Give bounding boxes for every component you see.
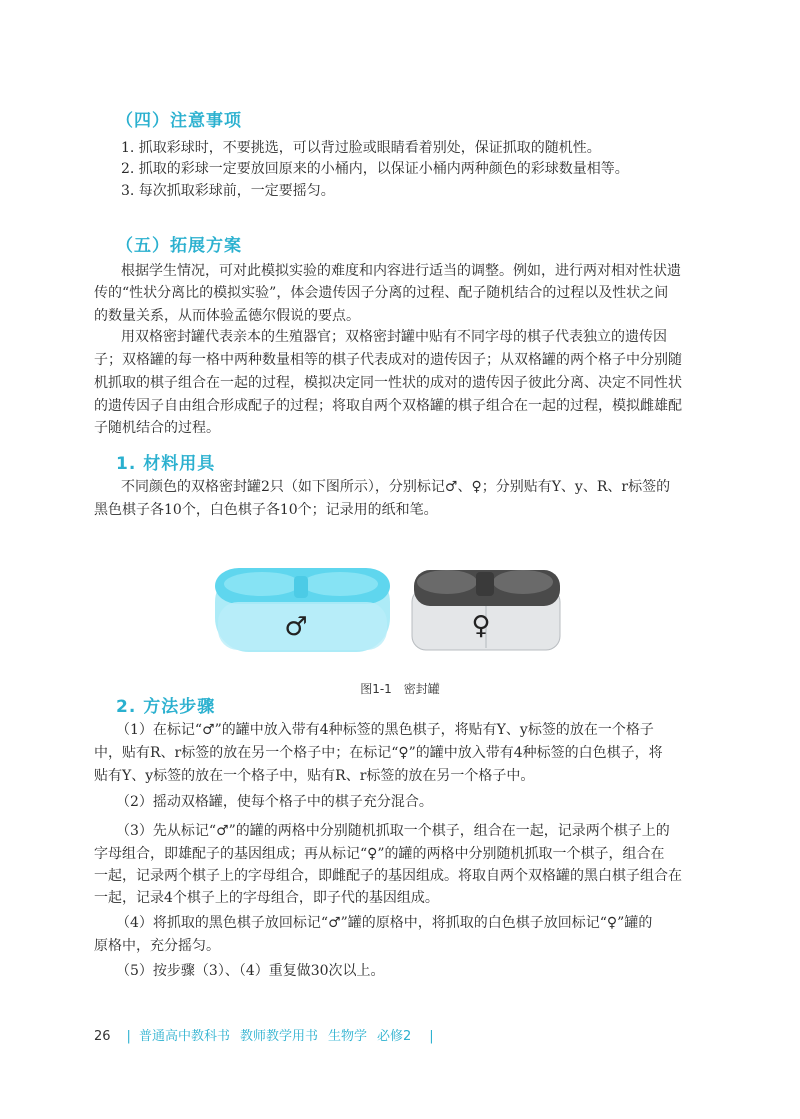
paragraph-line: 子；双格罐的每一格中两种数量相等的棋子代表成对的遗传因子；从双格罐的两个格子中分别随 (94, 352, 682, 368)
step-line: （4）将抓取的黑色棋子放回标记“♂”罐的原格中，将抓取的白色棋子放回标记“♀”罐的 (116, 915, 653, 931)
step-line: 原格中，充分摇匀。 (94, 938, 220, 954)
paragraph-line: 不同颜色的双格密封罐2只（如下图所示），分别标记♂、♀；分别贴有Y、y、R、r标签的 (121, 479, 671, 495)
paragraph-line: 黑色棋子各10个，白色棋子各10个；记录用的纸和笔。 (94, 502, 438, 518)
female-symbol: ♀ (471, 611, 491, 641)
step-line: 一起，记录4个棋子上的字母组合，即子代的基因组成。 (94, 890, 439, 906)
page-footer (94, 1025, 442, 1044)
footer-divider: | (429, 1029, 434, 1044)
step-line: （1）在标记“♂”的罐中放入带有4种标签的黑色棋子，将贴有Y、y标签的放在一个格子 (116, 722, 654, 738)
footer-volume: 必修2 (376, 1029, 412, 1044)
paragraph-line: 根据学生情况，可对此模拟实验的难度和内容进行适当的调整。例如，进行两对相对性状遗 (121, 263, 681, 279)
figure-number: 图1-1 (360, 682, 392, 696)
figure-title: 密封罐 (403, 682, 440, 696)
step-line: （3）先从标记“♂”的罐的两格中分别随机抓取一个棋子，组合在一起，记录两个棋子上的 (116, 823, 670, 839)
section-heading-extension: （五）拓展方案 (116, 236, 242, 256)
section-heading-precautions: （四）注意事项 (116, 111, 242, 131)
paragraph-line: 的数量关系，从而体验孟德尔假说的要点。 (94, 308, 360, 324)
paragraph-line: 的遗传因子自由组合形成配子的过程；将取自两个双格罐的棋子组合在一起的过程，模拟雌雄配 (94, 398, 682, 414)
subheading-materials: 1. 材料用具 (116, 454, 216, 474)
paragraph-line: 机抓取的棋子组合在一起的过程，模拟决定同一性状的成对的遗传因子彼此分离、决定不同性状 (94, 375, 682, 391)
male-symbol: ♂ (284, 612, 308, 642)
footer-book-type: 教师教学用书 (239, 1029, 318, 1044)
paragraph-line: 传的“性状分离比的模拟实验”，体会遗传因子分离的过程、配子随机结合的过程以及性状之间 (94, 285, 669, 301)
step-line: 中，贴有R、r标签的放在另一个格子中；在标记“♀”的罐中放入带有4种标签的白色棋子，将 (94, 745, 663, 761)
footer-subject: 生物学 (327, 1029, 367, 1044)
paragraph-line: 用双格密封罐代表亲本的生殖器官；双格密封罐中贴有不同字母的棋子代表独立的遗传因 (121, 329, 667, 345)
sealed-jars-figure (200, 560, 600, 670)
step-line: 字母组合，即雄配子的基因组成；再从标记“♀”的罐的两格中分别随机抓取一个棋子，组合在 (94, 846, 665, 862)
step-line: 一起，记录两个棋子上的字母组合，即雌配子的基因组成。将取自两个双格罐的黑白棋子组合在 (94, 868, 682, 884)
footer-book-series: 普通高中教科书 (138, 1029, 230, 1044)
step-line: 贴有Y、y标签的放在一个格子中，贴有R、r标签的放在另一个格子中。 (94, 768, 535, 784)
page-number: 26 (94, 1029, 111, 1044)
jars-illustration (200, 560, 600, 670)
precaution-item: 2. 抓取的彩球一定要放回原来的小桶内，以保证小桶内两种颜色的彩球数量相等。 (121, 161, 629, 177)
step-line: （5）按步骤（3）、（4）重复做30次以上。 (116, 963, 385, 979)
subheading-steps: 2. 方法步骤 (116, 697, 216, 717)
precaution-item: 3. 每次抓取彩球前，一定要摇匀。 (121, 183, 335, 199)
paragraph-line: 子随机结合的过程。 (94, 420, 220, 436)
footer-divider: | (126, 1029, 131, 1044)
step-line: （2）摇动双格罐，使每个格子中的棋子充分混合。 (116, 794, 433, 810)
precaution-item: 1. 抓取彩球时，不要挑选，可以背过脸或眼睛看着别处，保证抓取的随机性。 (121, 140, 601, 156)
